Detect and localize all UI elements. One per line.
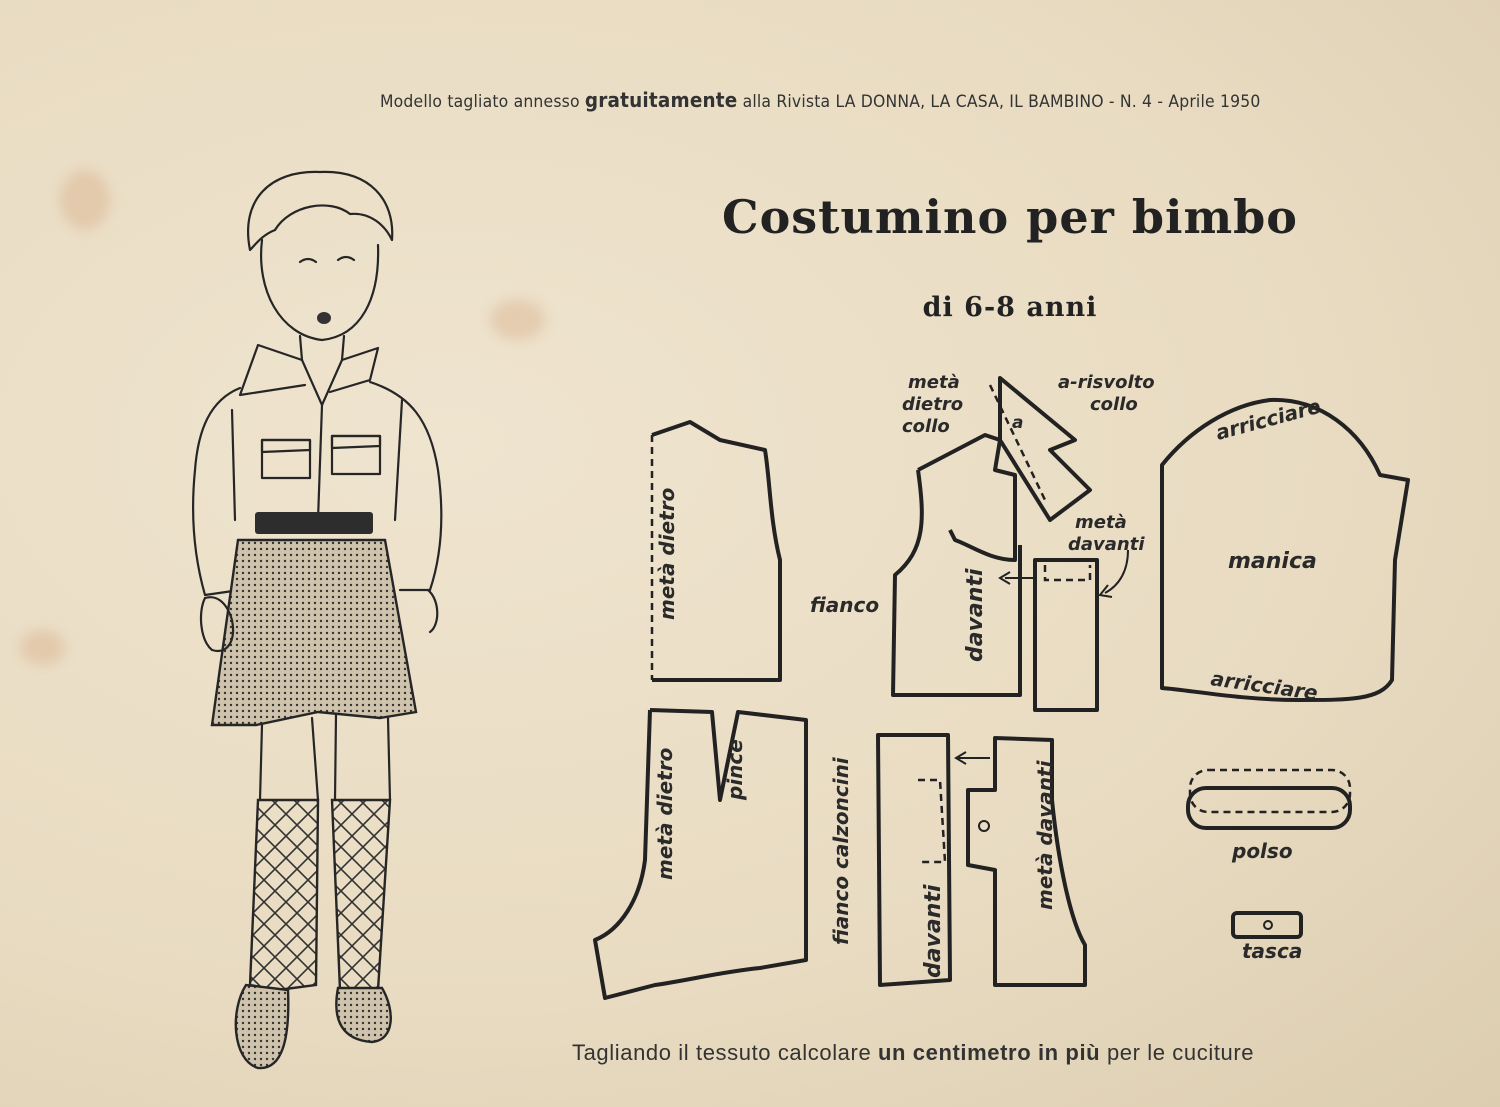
- page-subtitle: di 6-8 anni: [922, 292, 1098, 323]
- label-a-risvolto-collo: [1058, 372, 1161, 415]
- piece-bodice-front: [893, 435, 1020, 695]
- boy-belt: [255, 512, 373, 534]
- label-meta-davanti-collar: [1068, 512, 1145, 555]
- boy-sock-left: [250, 800, 318, 990]
- label-manica: manica: [1228, 549, 1317, 574]
- piece-polso: [1188, 788, 1350, 828]
- label-tasca: tasca: [1242, 939, 1303, 963]
- tasca-button: [1264, 921, 1272, 929]
- boy-mouth: [317, 312, 331, 324]
- polso-dashed-outline: [1190, 770, 1350, 812]
- boy-collar: [240, 345, 378, 405]
- boy-pocket-right: [332, 436, 380, 474]
- boy-legs: [260, 714, 390, 800]
- label-meta-dietro-top: metà dietro: [655, 487, 679, 620]
- footer-instruction: [572, 1040, 1254, 1066]
- header-emphasis: gratuitamente: [584, 88, 738, 112]
- boy-eyes: [300, 257, 354, 262]
- label-arricciare-top: arricciare: [1213, 393, 1324, 445]
- label-collar-a: a: [1012, 413, 1024, 433]
- label-arricciare-bottom: arricciare: [1209, 666, 1320, 705]
- footer-prefix: Tagliando il tessuto calcolare: [572, 1040, 872, 1065]
- boy-illustration: [193, 172, 441, 1068]
- header-suffix: alla Rivista LA DONNA, LA CASA, IL BAMBINO - N. 4 - Aprile 1950: [742, 92, 1261, 112]
- footer-emphasis: un centimetro in più: [878, 1040, 1101, 1065]
- boy-shorts: [212, 540, 416, 725]
- boy-placket: [318, 405, 322, 520]
- header-prefix: Modello tagliato annesso: [380, 92, 580, 112]
- boy-sock-right: [332, 800, 390, 990]
- pocket-dash: [918, 780, 945, 862]
- label-meta-davanti: metà davanti: [1033, 760, 1057, 910]
- label-meta-dietro-collo: [902, 372, 969, 437]
- boy-pocket-left: [262, 440, 310, 478]
- arrow-facing: [1000, 572, 1035, 584]
- label-line: metà: [1075, 512, 1127, 533]
- arrow-meta-davanti: [1100, 550, 1128, 597]
- piece-shorts-front-right: [968, 738, 1085, 985]
- label-davanti-shorts: davanti: [921, 884, 946, 978]
- boy-face: [261, 240, 378, 340]
- page-title: Costumino per bimbo: [721, 190, 1298, 244]
- button-marker: [979, 821, 989, 831]
- footer-suffix: per le cuciture: [1106, 1040, 1255, 1065]
- label-davanti-front: davanti: [963, 568, 988, 662]
- boy-shoe-left: [236, 985, 288, 1068]
- piece-tasca: [1233, 913, 1301, 937]
- piece-shorts-back: [595, 710, 806, 998]
- piece-front-facing: [1035, 560, 1097, 710]
- boy-shoe-right: [336, 988, 390, 1042]
- label-pince: pince: [723, 739, 747, 800]
- label-line: davanti: [1068, 534, 1145, 555]
- boy-hair: [248, 172, 392, 250]
- arrow-shorts: [956, 752, 990, 764]
- label-polso: polso: [1232, 839, 1293, 863]
- label-meta-dietro-shorts: metà dietro: [653, 747, 677, 880]
- label-line: a-risvolto: [1058, 372, 1155, 393]
- label-line: dietro: [902, 394, 964, 415]
- label-line: collo: [902, 416, 950, 437]
- label-line: collo: [1090, 394, 1138, 415]
- label-fianco: fianco: [810, 593, 880, 617]
- label-fianco-calzoncini: fianco calzoncini: [829, 757, 853, 945]
- label-line: metà: [908, 372, 960, 393]
- facing-dash: [1045, 565, 1090, 580]
